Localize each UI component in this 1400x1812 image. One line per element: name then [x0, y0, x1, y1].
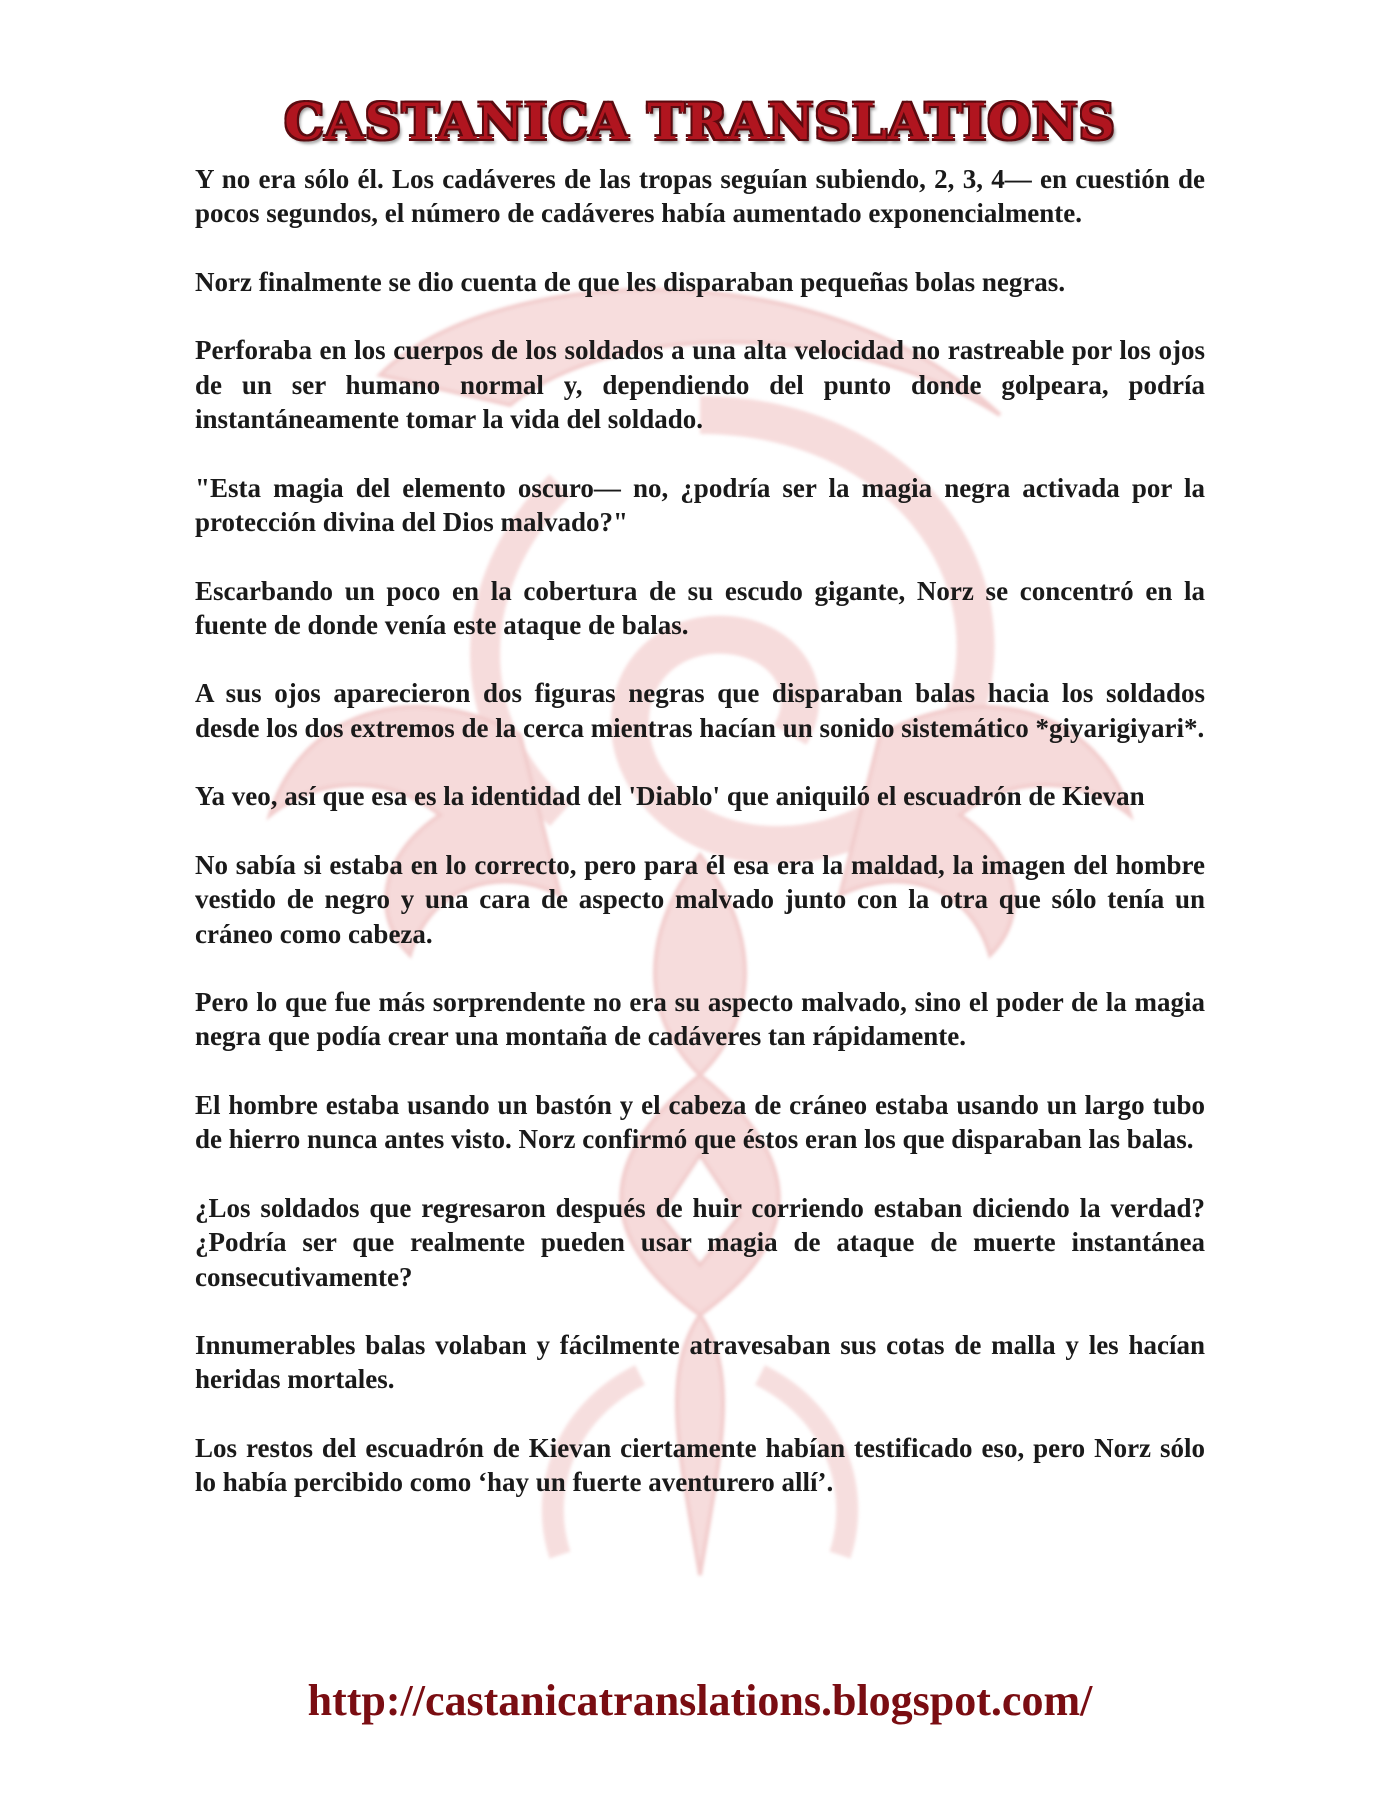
paragraph: Pero lo que fue más sorprendente no era su aspecto malvado, sino el poder de la magia negra que podía crear una montaña de cadáveres tan rápidamente. [195, 987, 1205, 1052]
paragraph: Perforaba en los cuerpos de los soldados a una alta velocidad no rastreable por los ojos de un ser humano normal y, dependiendo del punto donde golpeara, podría instantáneamente tomar la vida del soldado. [195, 335, 1205, 435]
paragraph: No sabía si estaba en lo correcto, pero para él esa era la maldad, la imagen del hombre vestido de negro y una cara de aspecto malvado junto con la otra que sólo tenía un cráneo como cabeza. [195, 849, 1205, 949]
paragraph: ¿Los soldados que regresaron después de huir corriendo estaban diciendo la verdad? ¿Podría ser que realmente pueden usar magia de ataque de muerte instantánea consecutivamente? [195, 1192, 1205, 1292]
paragraph: Los restos del escuadrón de Kievan ciertamente habían testificado eso, pero Norz sólo lo había percibido como ‘hay un fuerte aventurero allí’. [195, 1432, 1205, 1498]
paragraph: A sus ojos aparecieron dos figuras negras que disparaban balas hacia los soldados desde los dos extremos de la cerca mientras hacían un sonido sistemático *giyarigiyari*. [195, 678, 1205, 743]
paragraph: Innumerables balas volaban y fácilmente atravesaban sus cotas de malla y les hacían heridas mortales. [195, 1330, 1205, 1395]
paragraph: Ya veo, así que esa es la identidad del 'Diablo' que aniquiló el escuadrón de Kievan [195, 781, 1145, 812]
paragraph: Y no era sólo él. Los cadáveres de las tropas seguían subiendo, 2, 3, 4— en cuestión de pocos segundos, el número de cadáveres había aumentado exponencialmente. [195, 164, 1205, 229]
page-title: CASTANICA TRANSLATIONS [284, 92, 1116, 151]
paragraph: El hombre estaba usando un bastón y el cabeza de cráneo estaba usando un largo tubo de hierro nunca antes visto. Norz confirmó que éstos eran los que disparaban las balas. [195, 1090, 1205, 1155]
paragraph: Escarbando un poco en la cobertura de su escudo gigante, Norz se concentró en la fuente de donde venía este ataque de balas. [195, 575, 1205, 640]
paragraph: "Esta magia del elemento oscuro— no, ¿podría ser la magia negra activada por la protección divina del Dios malvado?" [195, 472, 1205, 537]
document-body [195, 162, 1205, 1534]
footer-link[interactable]: http://castanicatranslations.blogspot.com/ [307, 1676, 1093, 1725]
paragraph: Norz finalmente se dio cuenta de que les disparaban pequeñas bolas negras. [195, 266, 1066, 297]
